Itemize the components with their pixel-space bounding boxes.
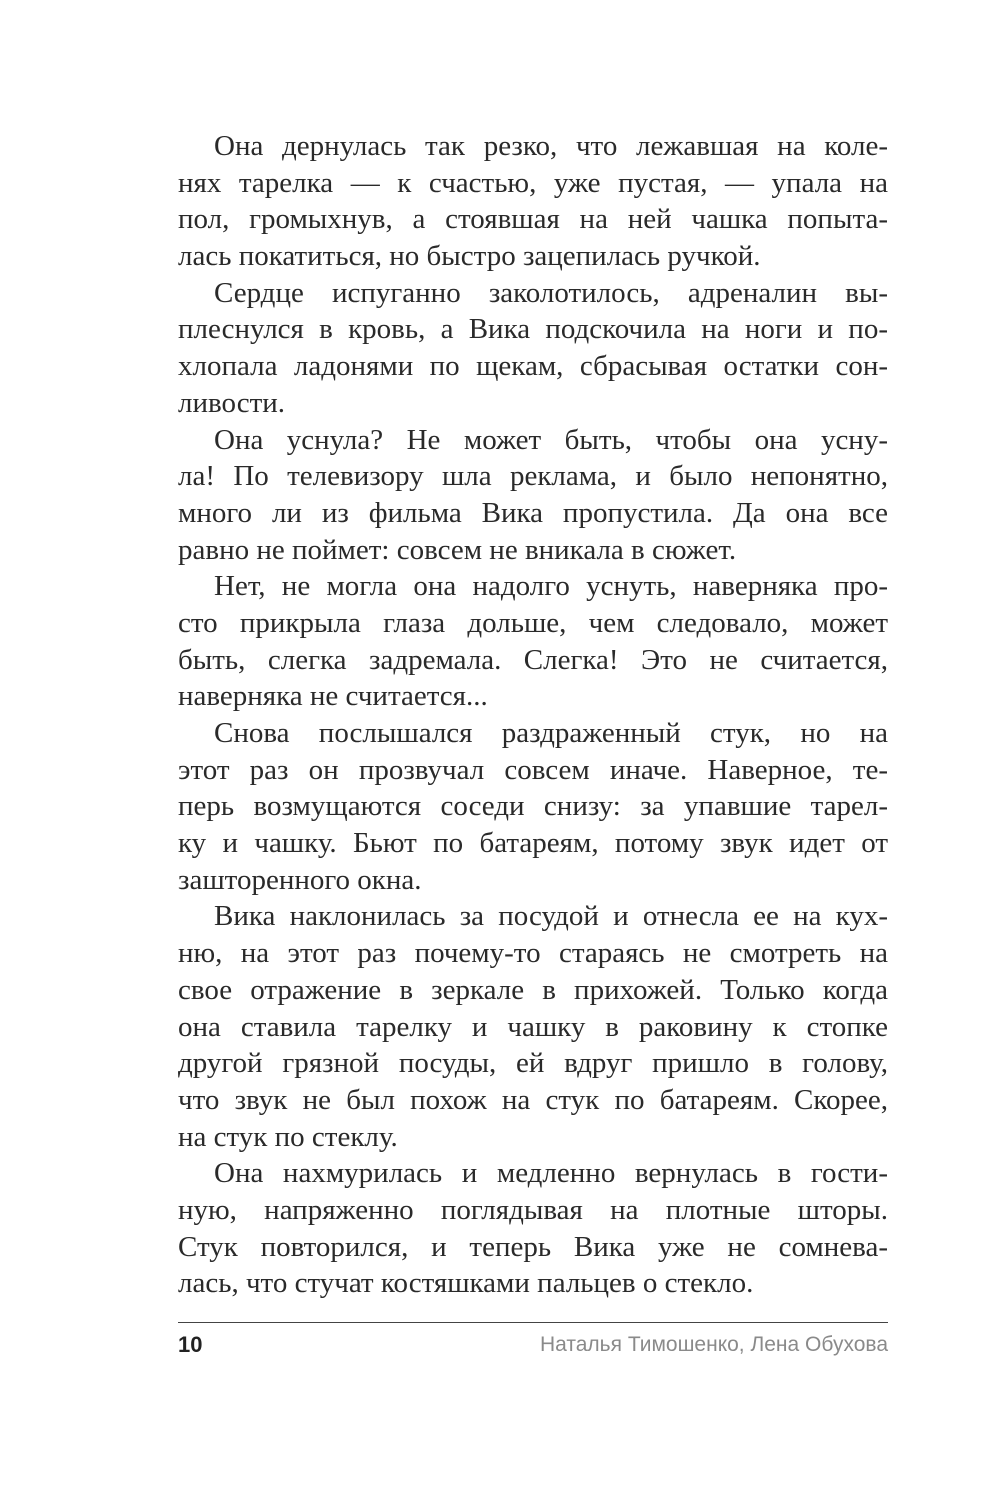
- text-line: нях тарелка — к счастью, уже пустая, — упала на: [178, 166, 888, 199]
- text-line: ливости.: [178, 386, 286, 419]
- paragraph: [178, 715, 888, 898]
- text-line: ла! По телевизору шла реклама, и было непонятно,: [178, 460, 888, 493]
- text-line: пол, громыхнув, а стоявшая на ней чашка попыта-: [178, 203, 888, 236]
- text-line: свое отражение в зеркале в прихожей. Только когда: [178, 973, 888, 1006]
- text-line: Стук повторился, и теперь Вика уже не сомнева-: [178, 1230, 888, 1263]
- text-line: быть, слегка задремала. Слегка! Это не считается,: [178, 643, 888, 676]
- paragraph: [178, 568, 888, 715]
- text-line: что звук не был похож на стук по батареям. Скорее,: [178, 1083, 888, 1116]
- text-line: перь возмущаются соседи снизу: за упавшие тарел-: [178, 790, 888, 823]
- text-line: на стук по стеклу.: [178, 1120, 398, 1153]
- text-line: этот раз он прозвучал совсем иначе. Наверное, те-: [178, 753, 888, 786]
- text-line: другой грязной посуды, ей вдруг пришло в голову,: [178, 1047, 888, 1080]
- text-line: сто прикрыла глаза дольше, чем следовало, может: [178, 606, 888, 639]
- text-line: она ставила тарелку и чашку в раковину к стопке: [178, 1010, 888, 1043]
- text-line: Снова послышался раздраженный стук, но на: [214, 717, 888, 749]
- paragraph: [178, 128, 888, 275]
- text-line: Нет, не могла она надолго уснуть, наверняка про-: [214, 570, 888, 603]
- text-line: Она уснула? Не может быть, чтобы она усну-: [214, 423, 888, 456]
- paragraph: [178, 422, 888, 569]
- text-line: лась, что стучат костяшками пальцев о стекло.: [178, 1267, 754, 1300]
- body-text: [178, 128, 888, 1302]
- text-line: много ли из фильма Вика пропустила. Да она все: [178, 496, 888, 529]
- paragraph: [178, 898, 888, 1155]
- text-line: зашторенного окна.: [178, 863, 422, 896]
- text-line: ку и чашку. Бьют по батареям, потому звук идет от: [178, 827, 888, 860]
- text-line: Она нахмурилась и медленно вернулась в гости-: [214, 1157, 888, 1190]
- paragraph: [178, 1155, 888, 1302]
- text-line: ную, напряженно поглядывая на плотные шторы.: [178, 1193, 888, 1226]
- text-line: хлопала ладонями по щекам, сбрасывая остатки сон-: [178, 350, 888, 383]
- text-line: ню, на этот раз почему-то стараясь не смотреть на: [178, 937, 888, 970]
- running-footer-authors: Наталья Тимошенко, Лена Обухова: [539, 1333, 888, 1356]
- text-line: Она дернулась так резко, что лежавшая на коле-: [214, 130, 888, 162]
- text-line: Сердце испуганно заколотилось, адреналин вы-: [214, 276, 888, 309]
- text-line: равно не поймет: совсем не вникала в сюжет.: [178, 533, 737, 566]
- text-line: наверняка не считается...: [178, 680, 488, 713]
- paragraph: [178, 275, 888, 422]
- footer-divider: [178, 1322, 888, 1323]
- page-number: 10: [178, 1332, 203, 1357]
- text-line: Вика наклонилась за посудой и отнесла ее на кух-: [214, 900, 888, 933]
- text-line: плеснулся в кровь, а Вика подскочила на ноги и по-: [178, 313, 888, 346]
- text-line: лась покатиться, но быстро зацепилась ручкой.: [178, 240, 761, 273]
